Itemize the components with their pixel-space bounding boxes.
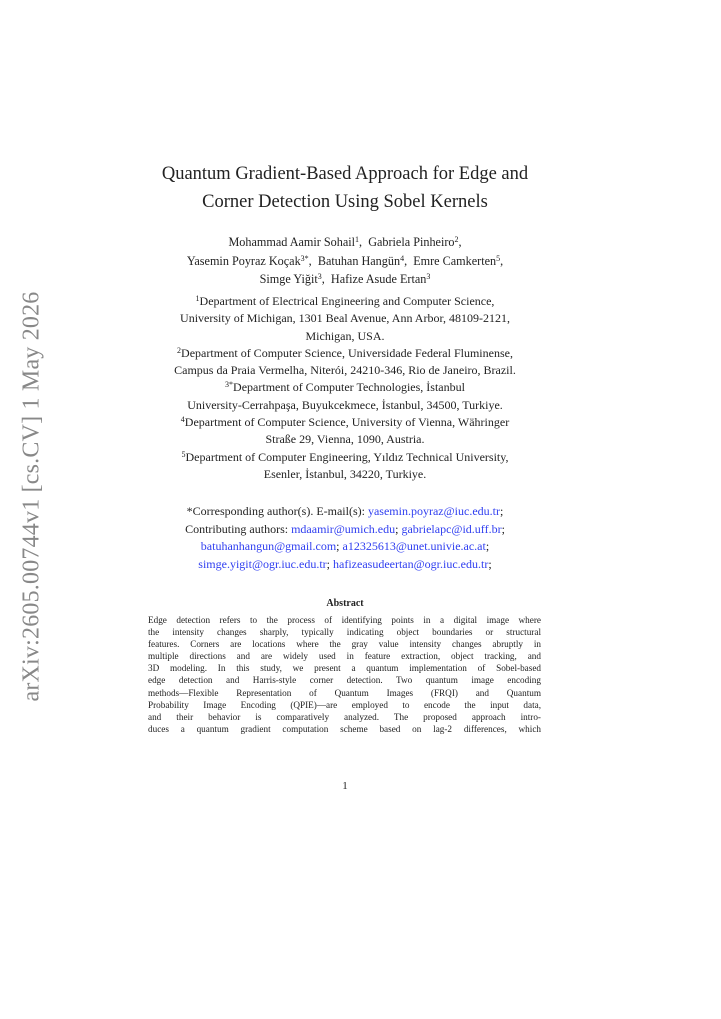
- affiliation-line: Esenler, İstanbul, 34220, Turkiye.: [263, 466, 427, 481]
- abstract-line: edge detection and Harris-style corner detection. Two quantum image encoding: [148, 675, 541, 686]
- affiliation: [120, 414, 570, 449]
- abstract-line: Edge detection refers to the process of identifying points in a digital image where: [148, 615, 541, 625]
- contributing-label: Contributing authors:: [185, 521, 292, 536]
- affiliation: [120, 379, 570, 414]
- email-link[interactable]: simge.yigit@ogr.iuc.edu.tr: [198, 556, 327, 571]
- affiliation-line: Department of Computer Science, University of Vienna, Währinger: [184, 415, 510, 430]
- affiliation-list: [120, 293, 570, 483]
- abstract-heading: Abstract: [326, 598, 364, 609]
- author-sup: 5: [496, 253, 501, 263]
- email-link[interactable]: mdaamir@umich.edu: [291, 521, 396, 536]
- title-line: Corner Detection Using Sobel Kernels: [202, 192, 488, 212]
- affiliation-line: Department of Computer Technologies, İstanbul: [233, 380, 465, 395]
- affiliation-line: Michigan, USA.: [305, 328, 385, 343]
- author-sup: 3: [426, 272, 431, 281]
- affiliation-line: University of Michigan, 1301 Beal Avenue, Ann Arbor, 48109-2121,: [180, 311, 510, 326]
- abstract-line: Probability Image Encoding (QPIE)—are employed to encode the input data,: [148, 699, 541, 710]
- affiliation-line: Department of Electrical Engineering and Computer Science,: [199, 294, 495, 308]
- arxiv-stamp-text: arXiv:2605.00744v1 [cs.CV] 1 May 2026: [18, 290, 45, 702]
- author-sup: 3*: [300, 253, 309, 263]
- email-link[interactable]: yasemin.poyraz@iuc.edu.tr: [367, 504, 500, 518]
- affiliation: [120, 293, 570, 345]
- affiliation-sup: 4: [180, 415, 185, 425]
- affiliation-line: Department of Computer Engineering, Yıldız Technical University,: [185, 449, 509, 464]
- abstract-line: features. Corners are locations where the gray value intensity changes abruptly in: [148, 639, 541, 650]
- contact-block: *Corresponding author(s). E-mail(s): yasemin.poyraz@iuc.edu.tr; Contributing authors: mdaamir@umich.edu; gabrielapc@id.uff.br; batuhanhangun@gmail.com; a12325613@unet.univie.ac.at; simge.yigit@ogr.iuc.edu.tr; hafizeasudeertan@ogr.iuc.edu.tr;: [185, 504, 505, 571]
- email-link[interactable]: gabrielapc@id.uff.br: [401, 521, 502, 536]
- email-link[interactable]: hafizeasudeertan@ogr.iuc.edu.tr: [333, 556, 489, 571]
- author-name: Emre Camkerten: [413, 253, 497, 268]
- title-line: Quantum Gradient-Based Approach for Edge and: [161, 164, 529, 184]
- abstract-body: [148, 614, 541, 735]
- author-name: Yasemin Poyraz Koçak: [186, 253, 301, 268]
- abstract-line: duces a quantum gradient computation scheme based on lag-2 differences, which: [148, 723, 541, 734]
- author-sup: 1: [355, 235, 360, 244]
- affiliation: [120, 449, 570, 484]
- abstract-line: and their behavior is comparatively analyzed. The proposed approach intro-: [148, 711, 541, 722]
- affiliation-sup: 1: [195, 294, 200, 303]
- author-sup: 2: [454, 235, 459, 244]
- arxiv-stamp: [2, 290, 62, 702]
- author-list: Mohammad Aamir Sohail$^1$, Gabriela Pinheiro$^2$, Yasemin Poyraz Koçak$^{3*}$, Batuhan Hangün$^4$, Emre Camkerten$^5$, Simge Yiğit$^3$, Hafize Asude Ertan$^3$: [186, 235, 504, 286]
- abstract-line: 3D modeling. In this study, we present a quantum implementation of Sobel-based: [148, 663, 541, 674]
- affiliation: [120, 345, 570, 380]
- affiliation-sup: 2: [177, 345, 182, 355]
- affiliation-line: University-Cerrahpaşa, Buyukcekmece, İstanbul, 34500, Turkiye.: [187, 397, 503, 412]
- paper-title: [120, 160, 570, 216]
- author-sup: 4: [400, 253, 405, 263]
- author-name: Simge Yiğit: [259, 272, 318, 286]
- author-name: Batuhan Hangün: [317, 253, 401, 268]
- affiliation-sup: 5: [181, 449, 186, 459]
- affiliation-line: Department of Computer Science, Universidade Federal Fluminense,: [181, 345, 513, 360]
- email-link[interactable]: batuhanhangun@gmail.com: [200, 539, 337, 553]
- abstract-line: the intensity changes sharply, typically indicating object boundaries or structural: [148, 627, 541, 638]
- abstract-line: methods—Flexible Representation of Quantum Images (FRQI) and Quantum: [148, 687, 541, 698]
- author-name: Hafize Asude Ertan: [330, 272, 427, 286]
- author-name: Mohammad Aamir Sohail: [228, 235, 356, 249]
- affiliation-sup: 3*: [225, 380, 234, 390]
- author-name: Gabriela Pinheiro: [368, 235, 455, 249]
- corresponding-label: *Corresponding author(s). E-mail(s):: [186, 504, 368, 518]
- email-link[interactable]: a12325613@unet.univie.ac.at: [342, 539, 486, 553]
- author-sup: 3: [317, 272, 322, 281]
- abstract-line: multiple directions and are widely used in feature extraction, object tracking, and: [148, 651, 541, 662]
- affiliation-line: Straße 29, Vienna, 1090, Austria.: [265, 432, 425, 447]
- affiliation-line: Campus da Praia Vermelha, Niterói, 24210-346, Rio de Janeiro, Brazil.: [174, 363, 516, 378]
- page-number: 1: [342, 780, 348, 792]
